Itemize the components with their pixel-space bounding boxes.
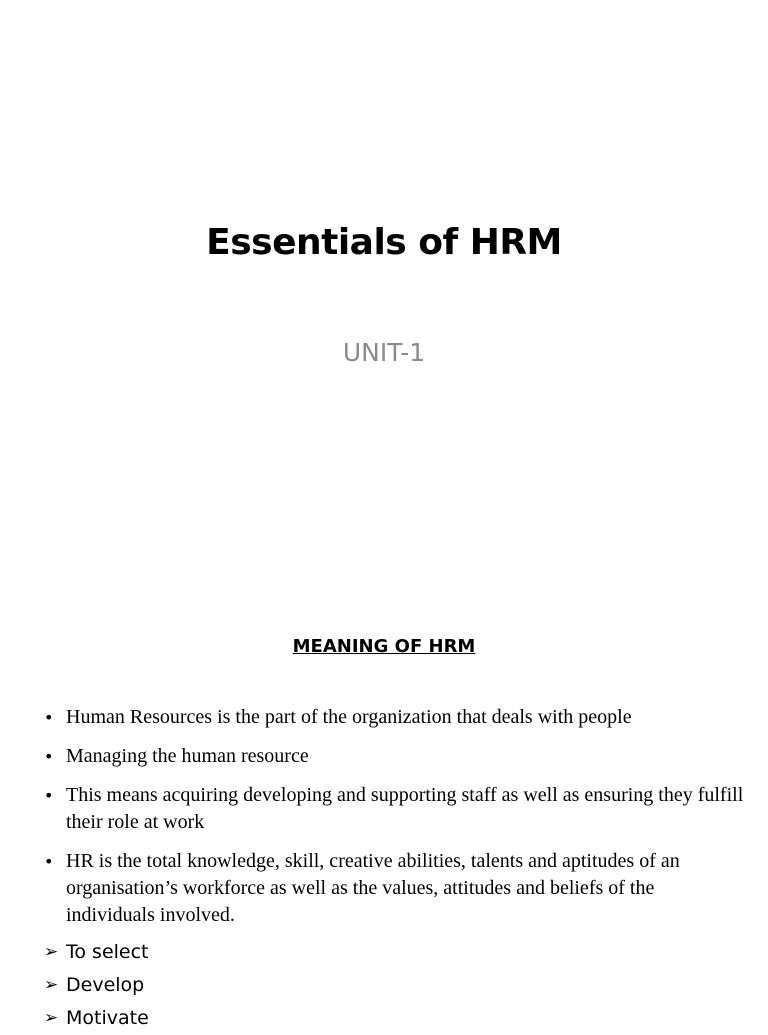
- bullet-item: [44, 743, 744, 770]
- arrow-list-item: [44, 1002, 744, 1035]
- content-slide: [0, 576, 768, 1029]
- bullet-text: This means acquiring developing and supporting staff as well as ensuring they fulfill their role at work: [66, 784, 744, 833]
- arrow-list: [44, 936, 744, 1035]
- arrowhead-icon: ➢: [44, 975, 59, 995]
- slide-title: Essentials of HRM: [206, 222, 562, 263]
- bullet-text: Managing the human resource: [66, 745, 309, 767]
- arrow-item-text: To select: [66, 941, 149, 963]
- bullet-item: [44, 782, 744, 836]
- section-heading: MEANING OF HRM: [292, 636, 476, 657]
- bullet-text: HR is the total knowledge, skill, creative abilities, talents and aptitudes of an organisation’s workforce as well as the values, attitudes and beliefs of the individuals involved.: [66, 850, 680, 926]
- arrow-list-item: [44, 936, 744, 969]
- arrowhead-icon: ➢: [44, 942, 59, 962]
- bullet-item: [44, 704, 744, 731]
- bullet-dot-icon: •: [44, 786, 54, 805]
- bullet-dot-icon: •: [44, 708, 54, 727]
- bullet-dot-icon: •: [44, 747, 54, 766]
- arrowhead-icon: ➢: [44, 1008, 59, 1028]
- slide-subtitle: UNIT-1: [342, 338, 426, 367]
- bullet-list: [44, 704, 744, 941]
- bullet-item: [44, 848, 744, 929]
- bullet-dot-icon: •: [44, 852, 54, 871]
- arrow-item-text: Develop: [66, 974, 145, 996]
- arrow-item-text: Motivate: [66, 1007, 149, 1029]
- arrow-list-item: [44, 969, 744, 1002]
- bullet-text: Human Resources is the part of the organization that deals with people: [66, 706, 632, 728]
